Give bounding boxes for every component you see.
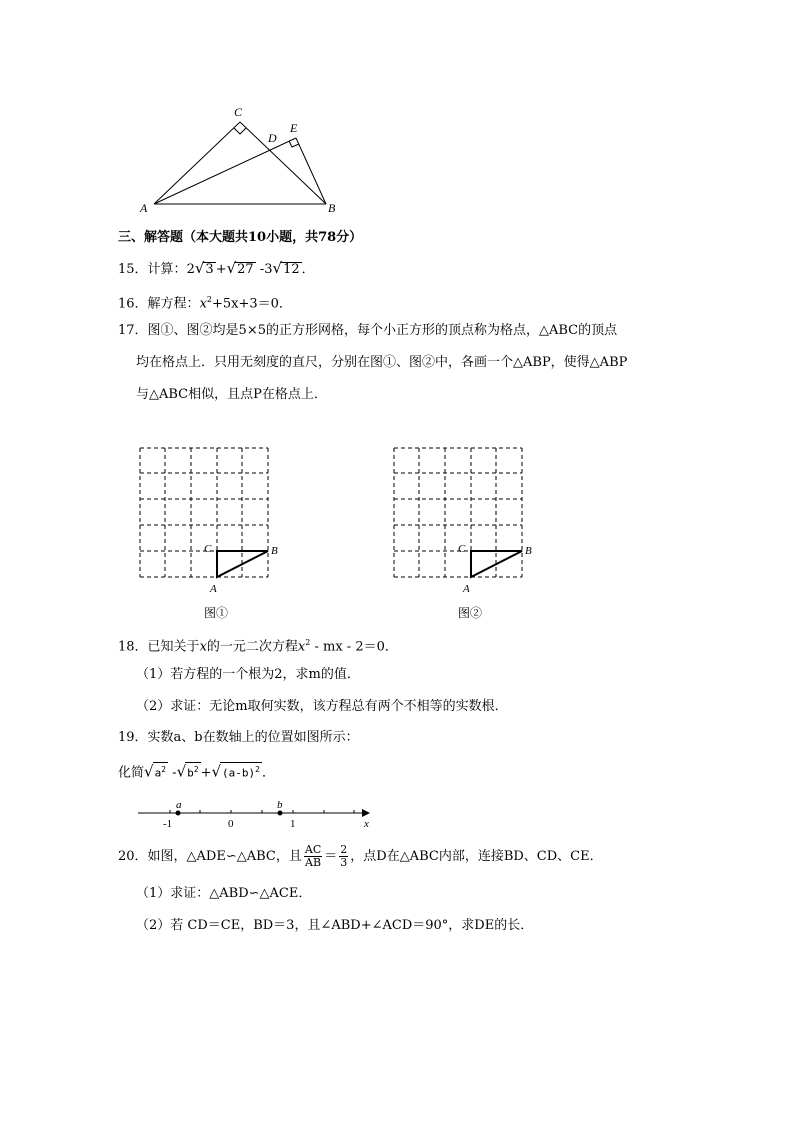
q19-r1-exp: 2 xyxy=(161,765,167,774)
q19-end: ． xyxy=(262,765,276,781)
q20-stem-a: 如图，△ADE∽△ABC，且 xyxy=(147,849,302,864)
q16-eq-rest: +5x+3＝0． xyxy=(212,296,292,312)
question-19 xyxy=(118,729,359,747)
q17-number: 17． xyxy=(118,323,148,338)
q15-rad2: 27 xyxy=(237,262,254,277)
segment-CB xyxy=(240,122,326,204)
axis-label-b: b xyxy=(277,799,283,811)
q15-rad3: 12 xyxy=(283,262,300,277)
q18-stem-b: 的一元二次方程 xyxy=(206,639,298,655)
segment-AC xyxy=(154,122,240,204)
q15-prefix: 计算： xyxy=(147,262,187,277)
q15-op3: -3 xyxy=(255,262,273,277)
q19-r1: a xyxy=(154,766,162,780)
section-title: 三、解答题（本大题共10小题，共78分） xyxy=(118,230,363,245)
q16-x: x xyxy=(199,296,207,312)
grid2-label-B: B xyxy=(525,545,532,557)
q19-r2: b xyxy=(187,766,194,780)
q17-text1: 图①、图②均是5×5的正方形网格，每个小正方形的顶点称为格点，△ABC的顶点 xyxy=(147,323,618,338)
q20-val-num: 2 xyxy=(340,843,348,856)
q20-frac-num: AC xyxy=(304,843,322,856)
question-18-part1: （1）若方程的一个根为2，求m的值． xyxy=(136,667,360,682)
q18-stem-x: x xyxy=(199,639,207,655)
number-line xyxy=(134,798,384,834)
q20-val-den: 3 xyxy=(340,856,348,869)
grid2-caption: 图② xyxy=(458,606,483,620)
q18-eq-exp: 2 xyxy=(305,638,311,647)
grid1-caption: 图① xyxy=(204,606,229,620)
axis-label-x: x xyxy=(364,818,369,830)
grid-figure-1 xyxy=(130,440,290,630)
q19-op2: + xyxy=(200,765,212,781)
q15-rad1: 3 xyxy=(205,262,214,277)
tick-label-minus1: -1 xyxy=(163,818,173,830)
q19-simplify-label: 化简 xyxy=(118,765,145,781)
grid2-label-A: A xyxy=(463,583,470,595)
q19-r2-exp: 2 xyxy=(193,765,199,774)
question-20-part1: （1）求证：△ABD∽△ACE． xyxy=(136,886,312,901)
question-18 xyxy=(118,634,398,656)
q19-op1: - xyxy=(168,765,177,781)
grid2-label-C: C xyxy=(458,543,466,555)
label-B: B xyxy=(328,201,336,215)
grid-figure-2 xyxy=(384,440,544,630)
axis-label-a: a xyxy=(176,799,182,811)
q19-rad2 xyxy=(185,762,200,781)
q19-number: 19． xyxy=(118,730,148,745)
top-geometry-figure xyxy=(130,100,350,220)
q15-coef: 2 xyxy=(186,262,195,277)
question-16 xyxy=(118,291,292,313)
q19-r3: (a-b) xyxy=(222,766,256,780)
question-18-part2: （2）求证：无论m取何实数，该方程总有两个不相等的实数根． xyxy=(136,699,508,714)
q19-stem: 实数a、b在数轴上的位置如图所示： xyxy=(147,730,359,745)
point-a xyxy=(176,811,181,816)
question-19-simplify: 化简$√a^2$ $-√b^2 +√(a-b)^2$ ． xyxy=(118,762,276,781)
q18-stem-a: 已知关于 xyxy=(147,639,200,655)
question-20-part2: （2）若 CD＝CE，BD＝3，且∠ABD+∠ACD＝90°，求DE的长． xyxy=(136,918,534,933)
q20-stem-b: ，点D在△ABC内部，连接BD、CD、CE． xyxy=(350,849,603,864)
right-angle-mark-C xyxy=(234,128,246,134)
label-E: E xyxy=(290,121,298,135)
q20-frac-den: AB xyxy=(305,856,322,869)
point-b xyxy=(278,811,283,816)
tick-label-1: 1 xyxy=(290,818,296,830)
q16-text: 解方程： xyxy=(147,296,200,312)
grid1-label-B: B xyxy=(271,545,278,557)
question-17-line3: 与△ABC相似，且点P在格点上． xyxy=(136,387,327,402)
tick-label-0: 0 xyxy=(228,818,234,830)
question-15: 15．计算：2√3 +√27 -3√12 ． xyxy=(118,259,315,277)
q19-rad3 xyxy=(220,762,262,781)
q18-eq-x: x xyxy=(297,639,306,655)
question-17-line2: 均在格点上．只用无刻度的直尺，分别在图①、图②中，各画一个△ABP，使得△ABP xyxy=(136,355,628,370)
q19-rad1 xyxy=(153,762,168,781)
axis-arrow xyxy=(362,809,370,817)
q20-fraction-value xyxy=(339,844,348,869)
q19-r3-exp: 2 xyxy=(255,765,260,774)
label-A: A xyxy=(140,201,148,215)
question-20 xyxy=(118,844,603,869)
q18-number: 18． xyxy=(118,639,148,655)
q20-eq: ＝ xyxy=(324,849,338,864)
q16-exp: 2 xyxy=(206,295,212,304)
label-C: C xyxy=(234,105,243,119)
q15-end: ． xyxy=(301,262,315,277)
q16-number: 16． xyxy=(118,296,148,312)
segment-EB xyxy=(296,138,326,204)
label-D: D xyxy=(268,131,277,145)
grid1-label-A: A xyxy=(210,583,217,595)
q20-fraction-ac-ab xyxy=(304,844,322,869)
q15-number: 15． xyxy=(118,262,148,277)
q18-eq-rest: - mx - 2＝0． xyxy=(310,639,398,655)
question-17-line1 xyxy=(118,322,617,340)
q20-number: 20． xyxy=(118,849,148,864)
segment-AE xyxy=(154,138,296,204)
grid1-label-C: C xyxy=(204,543,212,555)
q15-op2: + xyxy=(215,262,227,277)
